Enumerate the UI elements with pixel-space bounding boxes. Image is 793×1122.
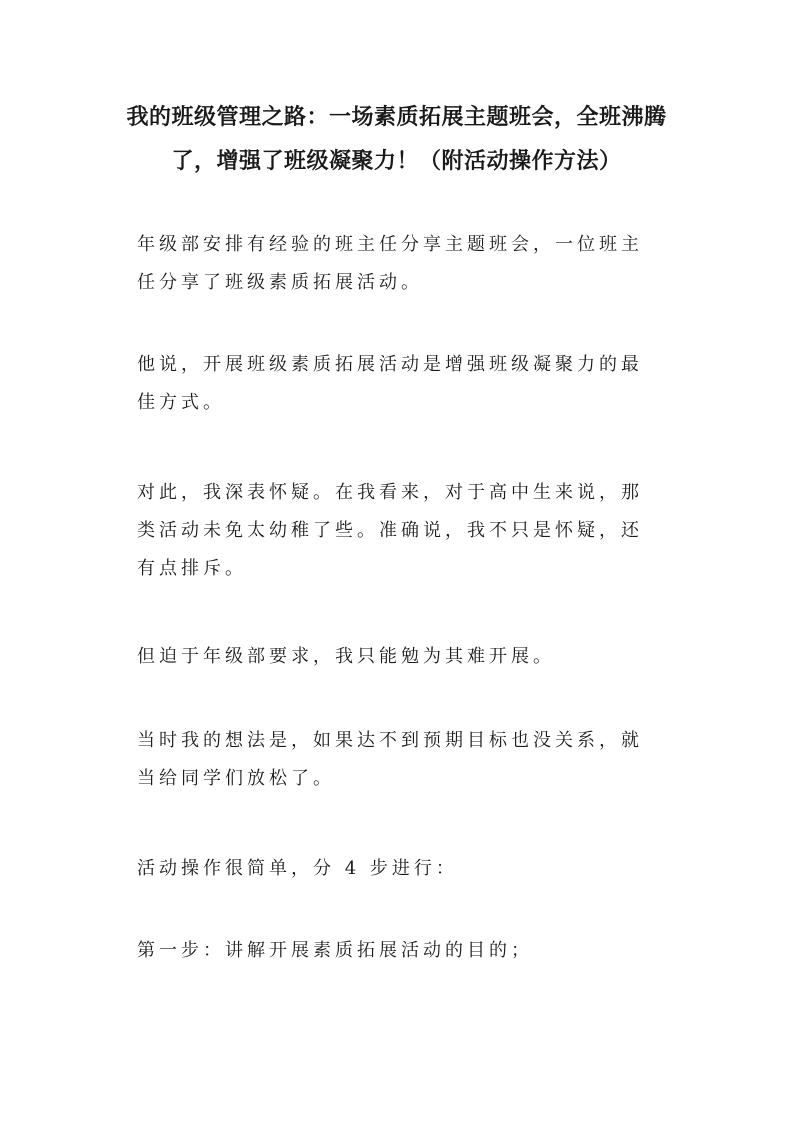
paragraph-best-way: 他说，开展班级素质拓展活动是增强班级凝聚力的最佳方式。	[137, 354, 643, 413]
paragraph-step-one: 第一步：讲解开展素质拓展活动的目的；	[137, 940, 533, 961]
paragraph-four-steps: 活动操作很简单，分 4 步进行：	[137, 858, 458, 879]
paragraph-thoughts: 当时我的想法是，如果达不到预期目标也没关系，就当给同学们放松了。	[137, 730, 643, 789]
document-title: 我的班级管理之路：一场素质拓展主题班会，全班沸腾了，增强了班级凝聚力！（附活动操作方法）	[126, 105, 667, 174]
paragraph-reluctant: 但迫于年级部要求，我只能勉为其难开展。	[137, 646, 555, 667]
paragraph-doubt: 对此，我深表怀疑。在我看来，对于高中生来说，那类活动未免太幼稚了些。准确说，我不只是怀疑，还有点排斥。	[137, 482, 643, 579]
paragraph-grade-department-arrangement: 年级部安排有经验的班主任分享主题班会，一位班主任分享了班级素质拓展活动。	[137, 234, 643, 293]
